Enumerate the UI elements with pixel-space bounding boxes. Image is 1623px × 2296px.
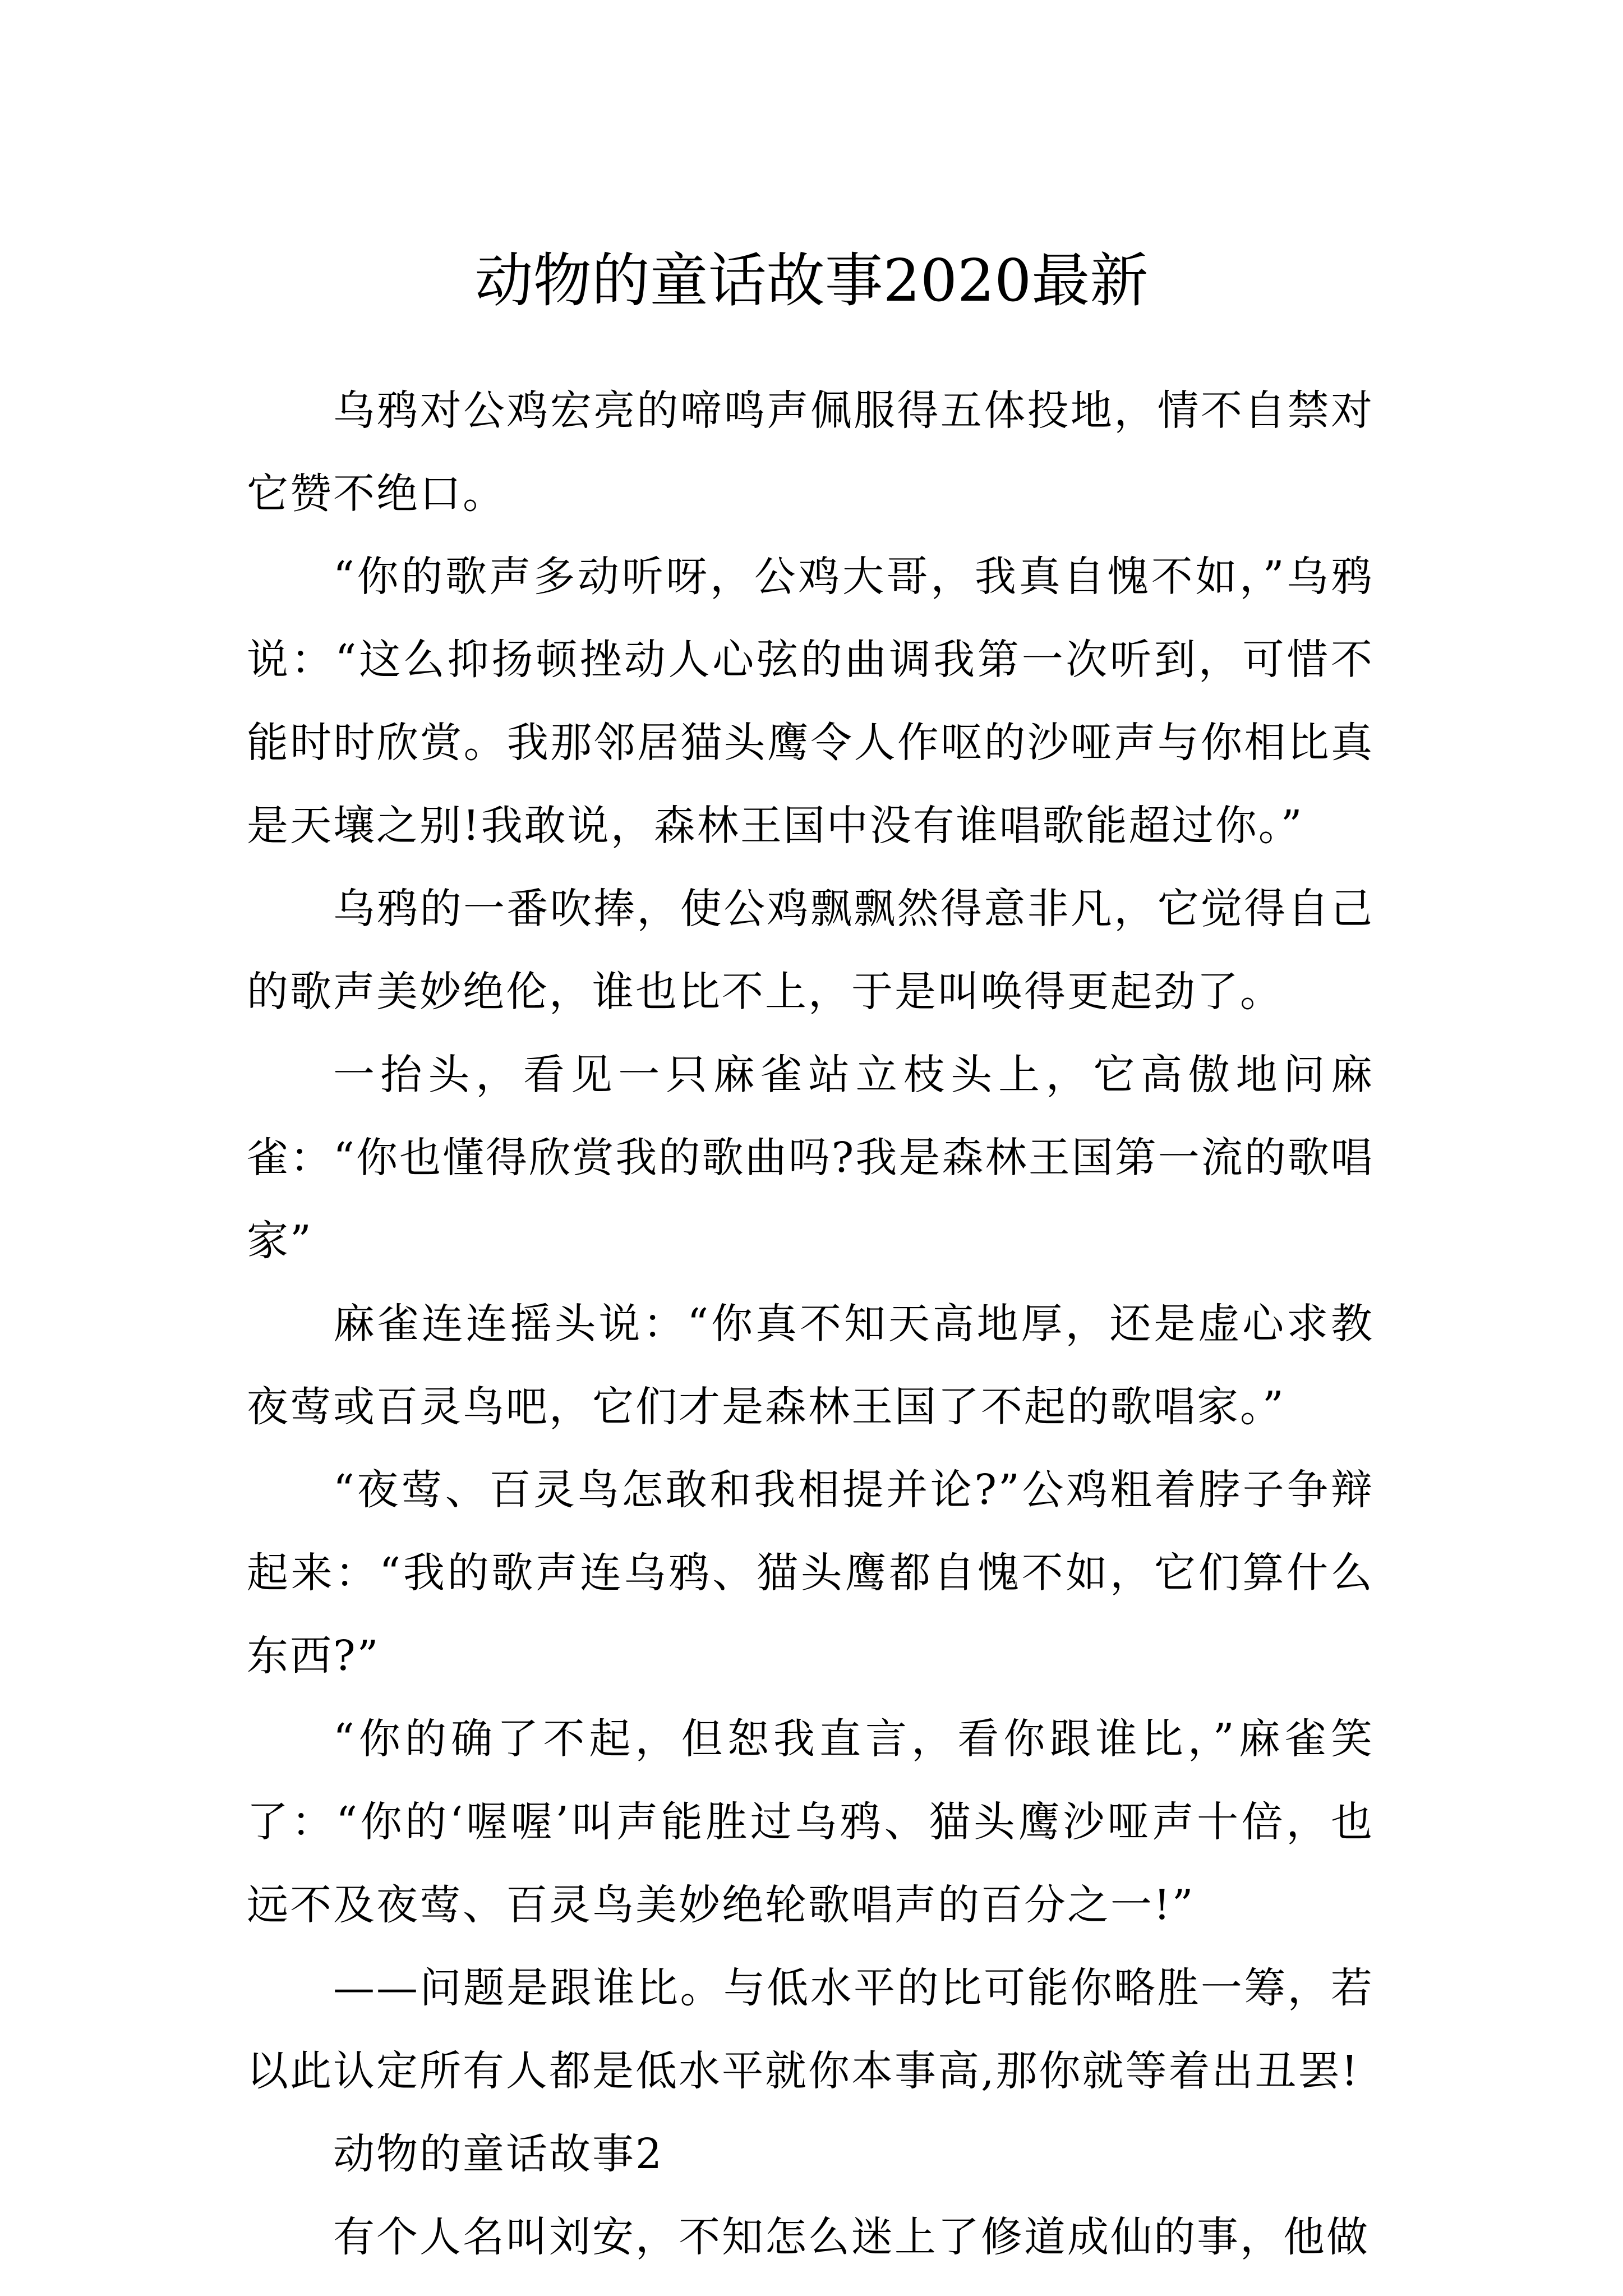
paragraph: 一抬头，看见一只麻雀站立枝头上，它高傲地问麻雀：“你也懂得欣赏我的歌曲吗?我是森林王国第一流的歌唱家” (247, 1051, 1374, 1265)
paragraph: “夜莺、百灵鸟怎敢和我相提并论?”公鸡粗着脖子争辩起来：“我的歌声连乌鸦、猫头鹰都自愧不如，它们算什么东西?” (247, 1466, 1374, 1680)
paragraph: “你的确了不起，但恕我直言，看你跟谁比，”麻雀笑了：“你的‘喔喔’叫声能胜过乌鸦、猫头鹰沙哑声十倍，也远不及夜莺、百灵鸟美妙绝轮歌唱声的百分之一!” (247, 1715, 1374, 1929)
paragraph: 麻雀连连摇头说：“你真不知天高地厚，还是虚心求教夜莺或百灵鸟吧，它们才是森林王国了不起的歌唱家。” (247, 1300, 1374, 1431)
paragraph: 乌鸦对公鸡宏亮的啼鸣声佩服得五体投地，情不自禁对它赞不绝口。 (247, 386, 1374, 518)
paragraph: 有个人名叫刘安，不知怎么迷上了修道成仙的事，他做 (333, 2213, 1370, 2261)
paragraph: “你的歌声多动听呀，公鸡大哥，我真自愧不如，”乌鸦说：“这么抑扬顿挫动人心弦的曲调我第一次听到，可惜不能时时欣赏。我那邻居猫头鹰令人作呕的沙哑声与你相比真是天壤之别!我敢说，森林王国中没有谁唱歌能超过你。” (247, 553, 1374, 850)
body-text (247, 369, 1374, 2279)
paragraph: 乌鸦的一番吹捧，使公鸡飘飘然得意非凡，它觉得自己的歌声美妙绝伦，谁也比不上，于是叫唤得更起劲了。 (247, 885, 1374, 1016)
page-title: 动物的童话故事2020最新 (474, 246, 1149, 315)
paragraph: ——问题是跟谁比。与低水平的比可能你略胜一筹，若以此认定所有人都是低水平就你本事高,那你就等着出丑罢! (247, 1964, 1374, 2095)
section-heading: 动物的童话故事2 (333, 2130, 664, 2178)
